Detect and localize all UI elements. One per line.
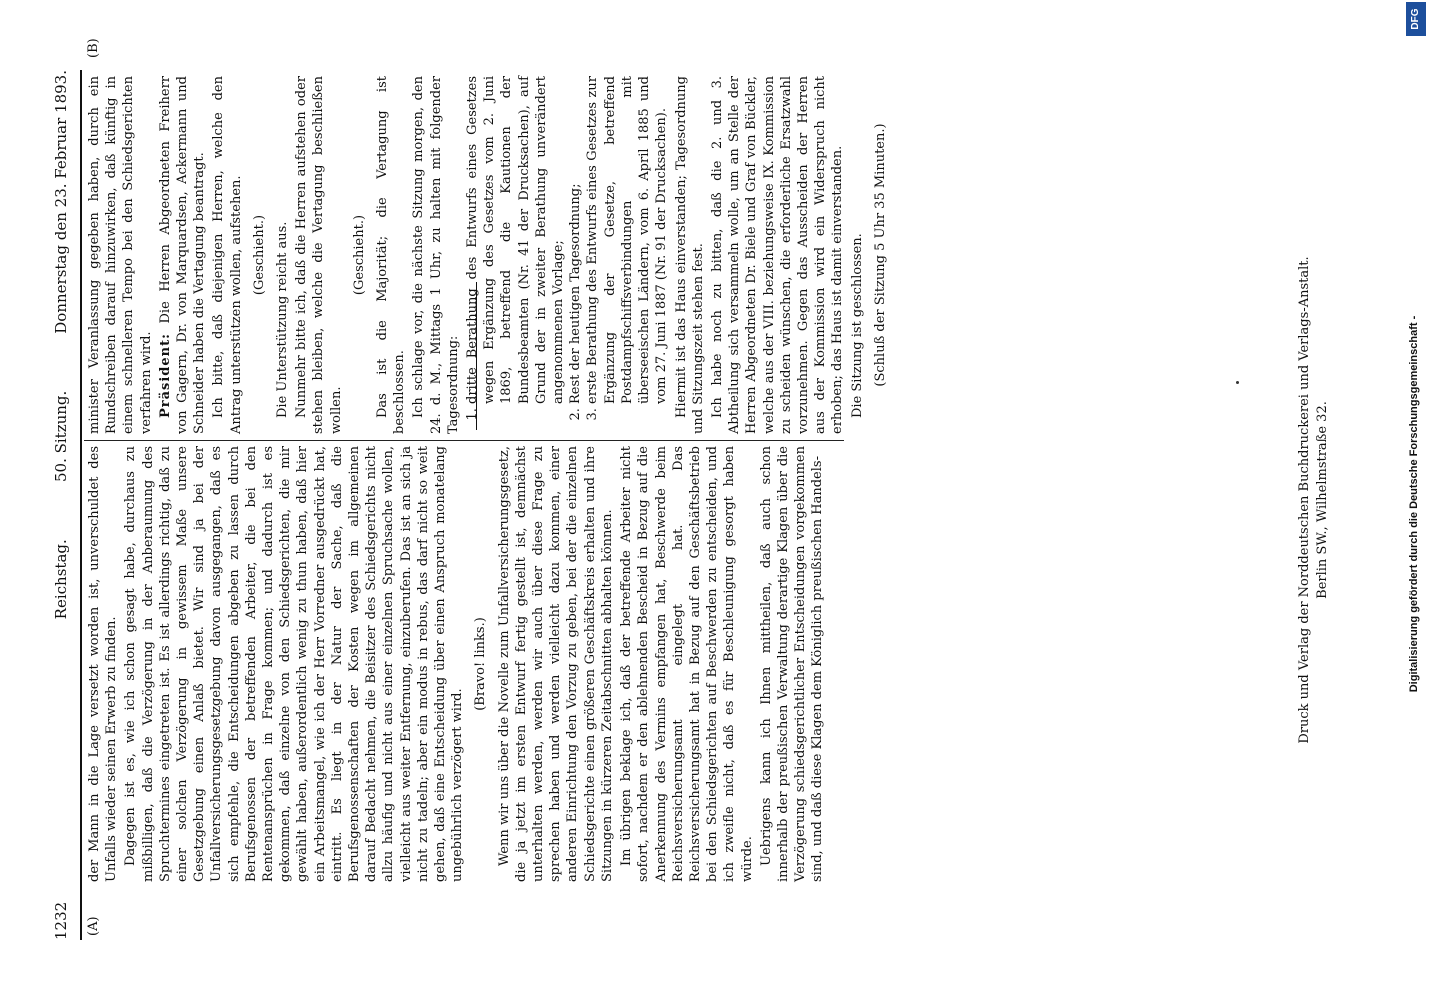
agenda-item: 3. erste Berathung des Entwurfs eines Gesetzes zur Ergänzung der Gesetze, betreffend Postdampfschiffsverbindungen mit überseeischen Ländern, vom 6. April 1885 und vom 27. Juni 1887 (Nr. 91 der Drucksachen). [584, 76, 670, 404]
agenda-list [464, 76, 670, 434]
right-paragraph-6: Das ist die Majorität; die Vertagung ist beschlossen. [375, 76, 408, 434]
column-divider [84, 440, 844, 441]
digitization-notice: Digitalisierung gefördert durch die Deutsche Forschungsgemeinschaft - [1408, 315, 1420, 693]
agenda-item: 1. dritte Berathung des Entwurfs eines Gesetzes wegen Ergänzung des Gesetzes vom 2. Juni 1869, betreffend die Kautionen der Bundesbeamten (Nr. 41 der Drucksachen), auf Grund der in zweiter Berathung unverändert angenommenen Vorlage; [464, 76, 567, 404]
closing-rule [476, 282, 477, 430]
page-header [52, 70, 76, 940]
dfg-logo-badge: DFG [1406, 2, 1426, 36]
session-number: 50. Sitzung. [52, 390, 70, 483]
stage-note-1: (Geschieht.) [251, 214, 267, 296]
speaker-text: Die Herren Abgeordneten Freiherr von Gagern, Dr. von Marquardsen, Ackermann und Schneider haben die Vertagung beantragt. [157, 76, 208, 434]
right-column [86, 76, 895, 434]
left-paragraph-4: Im übrigen beklage ich, daß der betreffende Arbeiter nicht sofort, nachdem er den ablehnenden Bescheid in Bezug auf die Anerkennung des Vermins empfangen hat, Beschwerde beim Reichsversicherungsamt eingelegt hat. Das Reichsversicherungsamt hat in Bezug auf den Geschäftsbetrieb bei den Schiedsgerichten auf Beschwerden zu entscheiden, und ich zweifle nicht, daß es für Beschleunigung gesorgt haben würde. [619, 446, 755, 882]
margin-marker-a: (A) [86, 916, 101, 936]
left-paragraph-1: der Mann in die Lage versetzt worden ist, unverschuldet des Unfalls wieder seinen Erwerb zu finden. [87, 446, 120, 882]
printer-imprint [1296, 40, 1332, 960]
right-paragraph-5: Nunmehr bitte ich, daß die Herren aufstehen oder stehen bleiben, welche die Vertagung beschließen wollen. [294, 76, 344, 434]
session-close-note: (Schluß der Sitzung 5 Uhr 35 Minuten.) [872, 123, 888, 387]
right-paragraph-9: Ich habe noch zu bitten, daß die 2. und 3. Abtheilung sich versammeln wolle, um an Stelle der Herren Abgeordneten Dr. Biele und Graf von Bückler, welche aus der VIII. beziehungsweise IX. Kommission zu scheiden wünschen, die erforderliche Ersatzwahl vorzunehmen. Gegen das Ausscheiden der Herren aus der Kommission wird ein Widerspruch nicht erhoben; das Haus ist damit einverstanden. [709, 76, 846, 434]
right-paragraph-7: Ich schlage vor, die nächste Sitzung morgen, den 24. d. M., Mittags 1 Uhr, zu halten mit folgender Tagesordnung: [411, 76, 461, 434]
left-paragraph-3: Wenn wir uns über die Novelle zum Unfallversicherungsgesetz, die ja jetzt im ersten Entwurf fertig gestellt ist, demnächst unterhalten werden, werden wir auch über diese Frage zu sprechen haben und werden vielleicht dazu kommen, einer anderen Einrichtung den Vorzug zu geben, bei der die einzelnen Schiedsgerichte einen größeren Geschäftskreis erhalten und ihre Sitzungen in kürzeren Zeitabschnitten abhalten können. [496, 446, 615, 882]
imprint-line-2: Berlin SW., Wilhelmstraße 32. [1315, 401, 1330, 599]
stage-note-2: (Geschieht.) [351, 214, 367, 296]
left-paragraph-2: Dagegen ist es, wie ich schon gesagt habe, durchaus zu mißbilligen, daß die Verzögerung in der Anberaumung des Spruchtermines eingetreten ist. Es ist allerdings richtig, daß zu einer solchen Verzögerung in gewissem Maße unsere Gesetzgebung einen Anlaß bietet. Wir sind ja bei der Unfallversicherungsgesetzgebung davon ausgegangen, daß es sich empfehle, die Entscheidungen abgeben zu lassen durch Berufsgenossen der betreffenden Arbeiter, die bei den Rentenansprüchen in Frage kommen; und dadurch ist es gekommen, daß einzelne von den Schiedsgerichten, die mir gewählt haben, außerordentlich wenig zu thun haben, daß hier ein Arbeitsmangel, wie ich der Herr Vorredner ausgedrückt hat, eintritt. Es liegt in der Natur der Sache, daß die Berufsgenossenschaften der Kosten wegen im allgemeinen darauf Bedacht nehmen, die Beisitzer des Schiedsgerichts nicht allzu häufig und nicht aus einer einzelnen Spruchsache wollen, vielleicht aus weiter Entfernung, einzuberufen. Das ist an sich ja nicht zu tadeln; aber ein modus in rebus, das darf nicht so weit gehen, daß eine Entscheidung über einen Anspruch monatelang ungebührlich verzögert wird. [123, 446, 466, 882]
right-paragraph-1: minister Veranlassung gegeben haben, durch ein Rundschreiben darauf hinzuwirken, daß künftig in einem schnelleren Tempo bei den Schiedsgerichten verfahren wird. [87, 76, 154, 434]
agenda-item: 2. Rest der heutigen Tagesordnung; [567, 76, 584, 404]
margin-marker-b: (B) [86, 38, 101, 58]
speaker-label: Präsident: [157, 333, 173, 418]
publication-name: Reichstag. [52, 539, 70, 620]
left-paragraph-5: Uebrigens kann ich Ihnen mittheilen, daß auch schon innerhalb der preußischen Verwaltung derartige Klagen über die Verzögerung schiedsgerichtlicher Entscheidungen vorgekommen sind, und daß diese Klagen dem Königlich preußischen Handels- [758, 446, 826, 882]
scan-speck [1236, 381, 1239, 384]
right-paragraph-8: Hiermit ist das Haus einverstanden; Tagesordnung und Sitzungszeit stehen fest. [673, 76, 706, 434]
left-column [86, 446, 829, 882]
right-paragraph-2 [157, 76, 209, 434]
right-paragraph-10: Die Sitzung ist geschlossen. [849, 233, 865, 418]
imprint-line-1: Druck und Verlag der Norddeutschen Buchdruckerei und Verlags-Anstalt. [1297, 256, 1312, 744]
applause-note: (Bravo! links.) [473, 617, 489, 711]
session-date: Donnerstag den 23. Februar 1893. [52, 70, 70, 334]
page-number: 1232 [52, 901, 70, 940]
right-paragraph-4: Die Unterstützung reicht aus. [275, 221, 291, 418]
header-rule [80, 70, 82, 940]
right-paragraph-3: Ich bitte, daß diejenigen Herren, welche den Antrag unterstützen wollen, aufstehen. [211, 76, 244, 434]
